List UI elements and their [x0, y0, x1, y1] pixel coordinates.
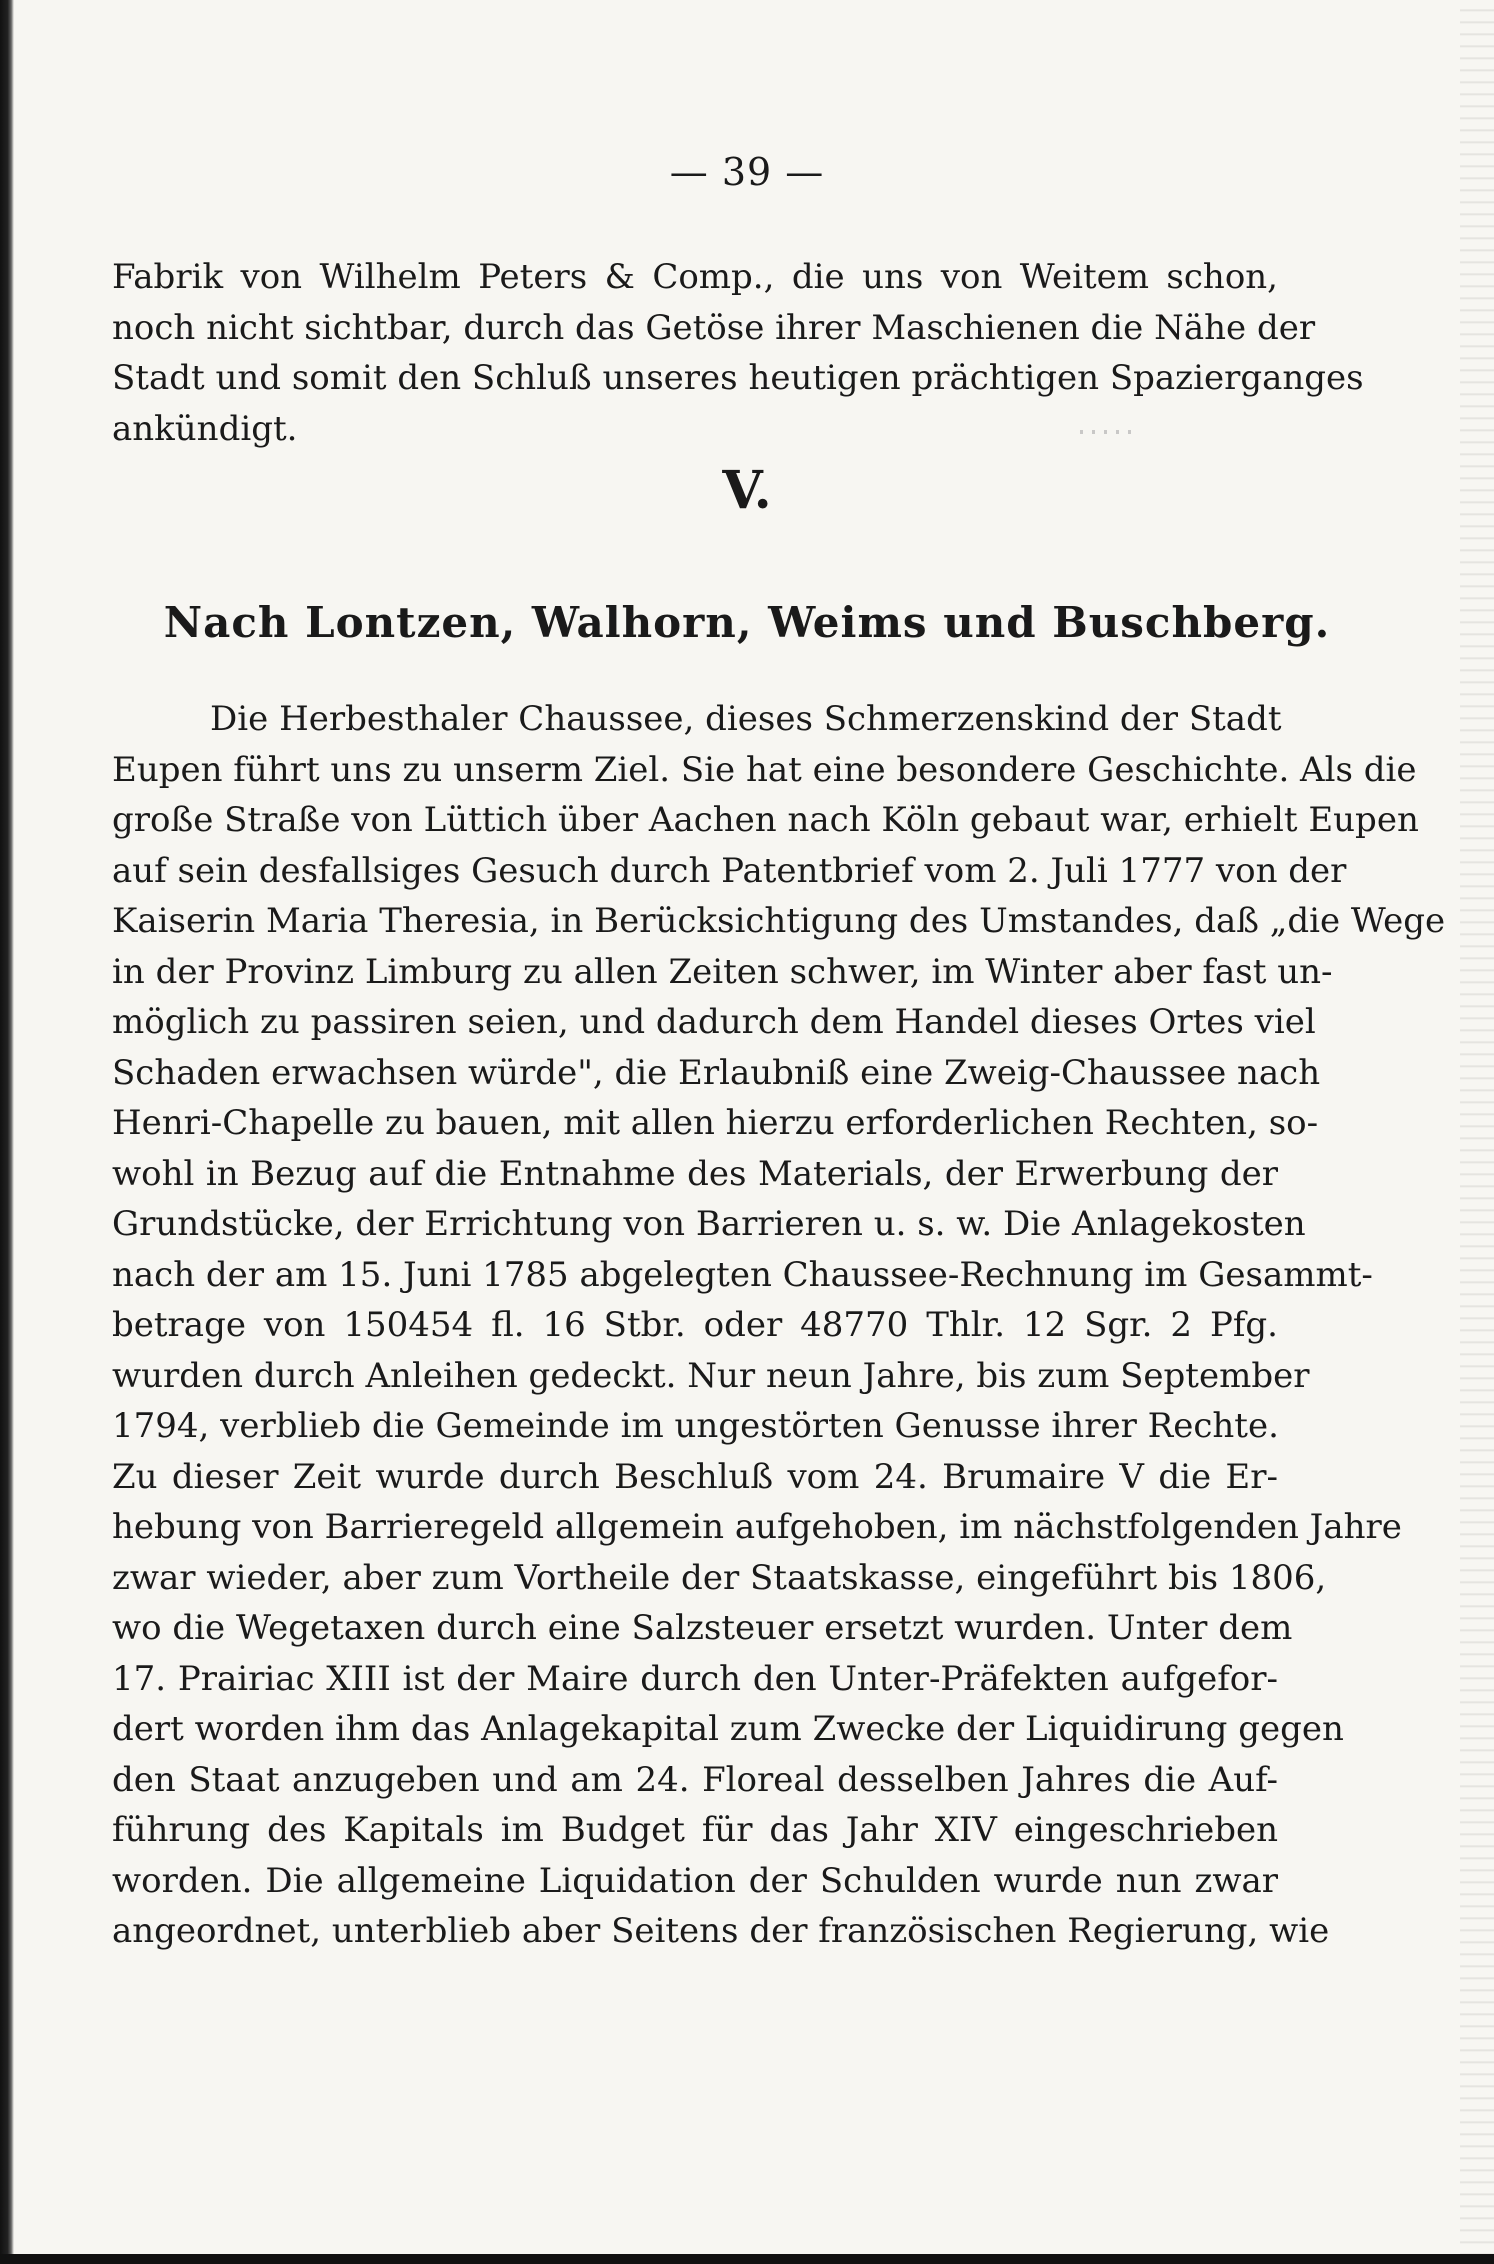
text-line: angeordnet, unterblieb aber Seitens der französischen Regierung, wie: [112, 1911, 1330, 1951]
text-line: wurden durch Anleihen gedeckt. Nur neun Jahre, bis zum September: [112, 1355, 1310, 1396]
page-left-edge-shadow: [0, 0, 14, 2264]
page-bottom-edge: [0, 2254, 1494, 2264]
page-number: — 39 —: [669, 150, 825, 194]
text-line: Zu dieser Zeit wurde durch Beschluß vom 24. Brumaire V die Er-: [112, 1456, 1278, 1497]
text-line: Henri-Chapelle zu bauen, mit allen hierzu erforderlichen Rechten, so-: [112, 1103, 1319, 1143]
text-line: in der Provinz Limburg zu allen Zeiten schwer, im Winter aber fast un-: [112, 951, 1333, 992]
text-line: Grundstücke, der Errichtung von Barrieren u. s. w. Die Anlagekosten: [112, 1204, 1306, 1244]
text-line: Eupen führt uns zu unserm Ziel. Sie hat eine besondere Geschichte. Als die: [112, 749, 1417, 790]
text-line: hebung von Barrieregeld allgemein aufgehoben, im nächstfolgenden Jahre: [112, 1507, 1402, 1547]
text-line: Kaiserin Maria Theresia, in Berücksichtigung des Umstandes, daß „die Wege: [112, 901, 1446, 941]
text-line: führung des Kapitals im Budget für das Jahr XIV eingeschrieben: [112, 1810, 1278, 1850]
text-line: 17. Prairiac XIII ist der Maire durch den Unter-Präfekten aufgefor-: [112, 1658, 1278, 1699]
text-line: auf sein desfallsiges Gesuch durch Patentbrief vom 2. Juli 1777 von der: [112, 850, 1347, 891]
text-line: möglich zu passiren seien, und dadurch dem Handel dieses Ortes viel: [112, 1002, 1316, 1042]
text-line: wohl in Bezug auf die Entnahme des Materials, der Erwerbung der: [112, 1153, 1278, 1194]
paragraph-continuation: [112, 252, 1364, 454]
text-line: 1794, verblieb die Gemeinde im ungestörten Genusse ihrer Rechte.: [112, 1406, 1279, 1446]
text-line: Fabrik von Wilhelm Peters & Comp., die uns von Weitem schon,: [112, 257, 1278, 297]
text-line: nach der am 15. Juni 1785 abgelegten Chaussee-Rechnung im Gesammt-: [112, 1254, 1373, 1295]
section-number: V.: [722, 460, 772, 521]
text-line: ankündigt.: [112, 408, 298, 449]
text-line: dert worden ihm das Anlagekapital zum Zwecke der Liquidirung gegen: [112, 1709, 1344, 1749]
text-line: wo die Wegetaxen durch eine Salzsteuer ersetzt wurden. Unter dem: [112, 1608, 1293, 1648]
text-line: Stadt und somit den Schluß unseres heutigen prächtigen Spazierganges: [112, 358, 1364, 398]
text-line: betrage von 150454 fl. 16 Stbr. oder 48770 Thlr. 12 Sgr. 2 Pfg.: [112, 1305, 1278, 1345]
text-line: zwar wieder, aber zum Vortheile der Staatskasse, eingeführt bis 1806,: [112, 1557, 1327, 1598]
text-line: große Straße von Lüttich über Aachen nach Köln gebaut war, erhielt Eupen: [112, 800, 1419, 840]
decorative-dots: [1080, 430, 1140, 434]
page-right-edge-speckle: [1460, 0, 1494, 2264]
text-line: Die Herbesthaler Chaussee, dieses Schmerzenskind der Stadt: [210, 699, 1282, 739]
section-title: Nach Lontzen, Walhorn, Weims und Buschberg.: [163, 598, 1331, 647]
paragraph-main: [112, 694, 1446, 1957]
text-line: noch nicht sichtbar, durch das Getöse ihrer Maschienen die Nähe der: [112, 307, 1316, 348]
text-line: Schaden erwachsen würde", die Erlaubniß eine Zweig-Chaussee nach: [112, 1052, 1321, 1093]
text-line: worden. Die allgemeine Liquidation der Schulden wurde nun zwar: [112, 1860, 1278, 1901]
text-line: den Staat anzugeben und am 24. Floreal desselben Jahres die Auf-: [112, 1759, 1278, 1800]
